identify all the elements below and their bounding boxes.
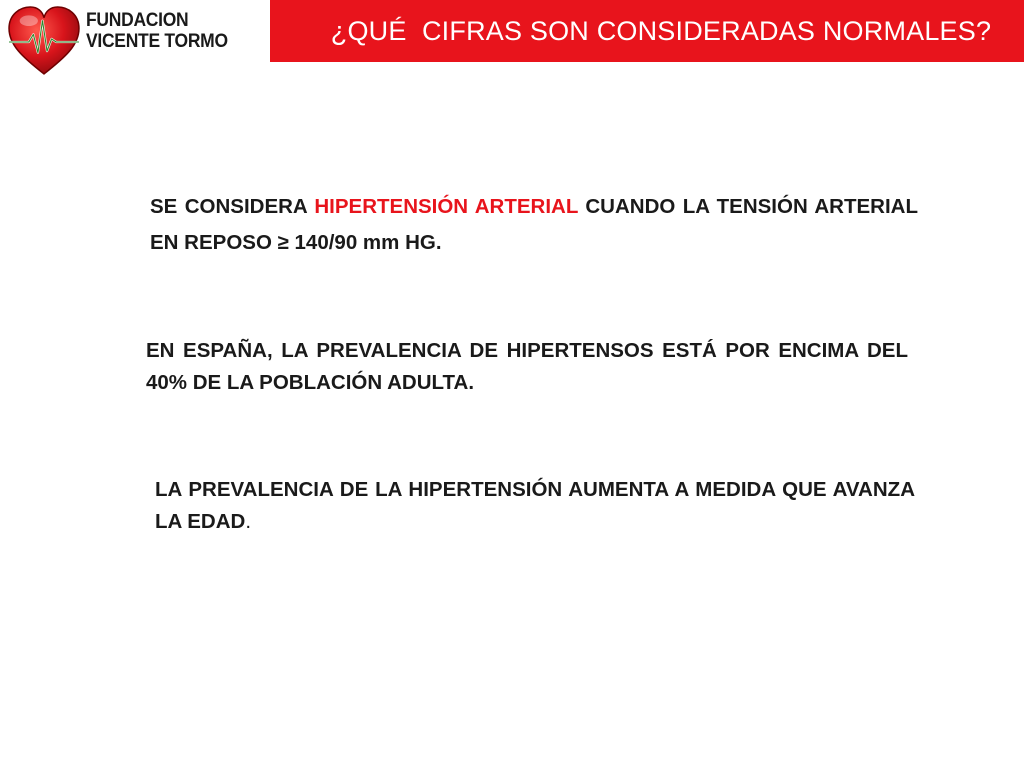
- logo-line-1: FUNDACION: [86, 10, 189, 31]
- paragraph-prevalence-age: [155, 474, 915, 538]
- paragraph-hypertension-definition: [150, 189, 918, 261]
- p1-text-before: SE CONSIDERA: [150, 195, 315, 218]
- p3-period: .: [245, 510, 252, 533]
- title-bar: [270, 0, 1024, 62]
- p3-text: LA PREVALENCIA DE LA HIPERTENSIÓN AUMENTA A MEDIDA QUE AVANZA LA EDAD: [155, 478, 915, 533]
- heart-ecg-icon: [6, 4, 82, 80]
- logo-text: [86, 10, 228, 52]
- p1-text-after: CUANDO LA TENSIÓN ARTERIAL EN REPOSO ≥ 140/90 mm HG: [150, 195, 918, 254]
- p1-period: .: [435, 231, 442, 254]
- paragraph-prevalence-spain: [146, 335, 908, 399]
- p2-text: EN ESPAÑA, LA PREVALENCIA DE HIPERTENSOS ESTÁ POR ENCIMA DEL 40% DE LA POBLACIÓN ADULTA.: [146, 339, 908, 394]
- logo-line-2: VICENTE TORMO: [86, 31, 228, 52]
- p1-highlight: HIPERTENSIÓN ARTERIAL: [314, 195, 578, 218]
- slide-title: ¿QUÉ CIFRAS SON CONSIDERADAS NORMALES?: [330, 15, 992, 46]
- fundacion-logo: [0, 0, 270, 84]
